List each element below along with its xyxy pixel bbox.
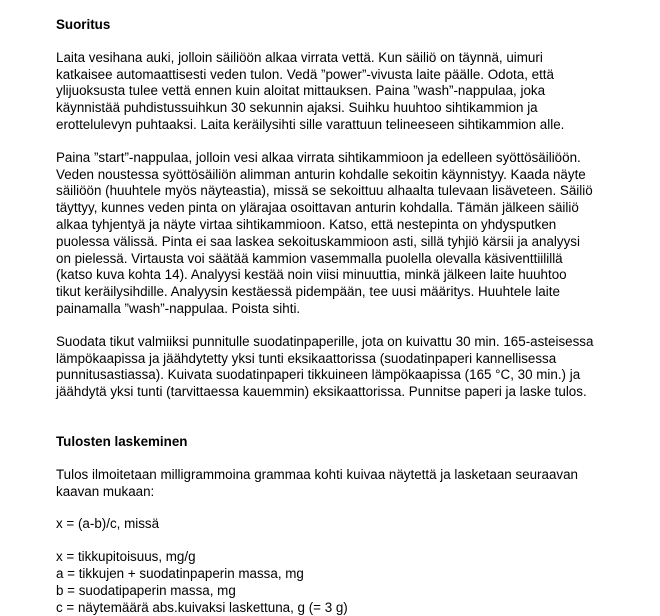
calculation-intro bbox=[56, 467, 630, 501]
formula-text: x = (a-b)/c, missä bbox=[56, 516, 160, 532]
variable-x: x = tikkupitoisuus, mg/g bbox=[56, 549, 196, 565]
text-line: painamalla ”wash”-nappulaa. Poista sihti. bbox=[56, 300, 301, 316]
text-line: kaavan mukaan: bbox=[56, 483, 155, 499]
text-line: täyttyy, kunnes veden pinta on ylärajaa osoittavan anturin kohdalla. Tämän jälkeen säiliö bbox=[56, 200, 579, 216]
text-line: Paina ”start”-nappulaa, jolloin vesi alkaa virrata sihtikammioon ja edelleen syöttösäiliöön. bbox=[56, 149, 581, 165]
formula bbox=[56, 516, 630, 533]
section-spacer bbox=[56, 417, 630, 434]
text-line: katkaisee automaattisesti veden tulon. Vedä ”power”-vivusta laite päälle. Odota, että bbox=[56, 66, 554, 82]
text-line: on pielessä. Virtausta voi säätää kammion vasemmalla puolella olevalla käsiventtiilillä bbox=[56, 250, 563, 266]
paragraph-1 bbox=[56, 50, 630, 134]
paragraph-2 bbox=[56, 150, 630, 318]
variable-c: c = näytemäärä abs.kuivaksi laskettuna, g (= 3 g) bbox=[56, 599, 348, 615]
text-line: Suodata tikut valmiiksi punnitulle suodatinpaperille, jota on kuivattu 30 min. 165-asteisessa bbox=[56, 333, 594, 349]
text-line: ylijuoksusta tulee vettä ennen kuin aloitat mittauksen. Paina ”wash”-nappulaa, joka bbox=[56, 83, 546, 99]
text-line: punnitusastiassa). Kuivata suodatinpaperi tikkuineen lämpökaapissa (165 °C, 30 min.) ja bbox=[56, 367, 581, 383]
text-line: erottelulevyn puhtaaksi. Laita keräilysihti sille varattuun telineeseen sihtikammion alle. bbox=[56, 116, 565, 132]
text-line: (katso kuva kohta 14). Analyysi kestää noin viisi minuuttia, minkä jälkeen laite huuhtoo bbox=[56, 267, 567, 283]
text-line: lämpökaapissa ja jäähdytetty yksi tunti eksikaattorissa (suodatinpaperi kannellisessa bbox=[56, 350, 557, 366]
paragraph-3 bbox=[56, 334, 630, 401]
section-heading-suoritus: Suoritus bbox=[56, 17, 111, 32]
text-line: Laita vesihana auki, jolloin säiliöön alkaa virrata vettä. Kun säiliö on täynnä, uimuri bbox=[56, 49, 543, 65]
text-line: Veden noustessa syöttösäiliön alimman anturin kohdalle sekoitin käynnistyy. Kaada näyte bbox=[56, 166, 586, 182]
text-line: jäähdytä yksi tunti (tarvittaessa kauemmin) eksikaattorissa. Punnitse paperi ja laske tulos. bbox=[56, 384, 587, 400]
text-line: tikut keräilysihdille. Analyysin kestäessä pidempään, tee uusi määritys. Huuhtele laite bbox=[56, 284, 560, 300]
text-line: Tulos ilmoitetaan milligrammoina grammaa kohti kuivaa näytettä ja lasketaan seuraavan bbox=[56, 466, 578, 482]
section-heading-tulosten-laskeminen: Tulosten laskeminen bbox=[56, 433, 188, 449]
variable-a: a = tikkujen + suodatinpaperin massa, mg bbox=[56, 565, 304, 581]
variable-b: b = suodatipaperin massa, mg bbox=[56, 582, 236, 598]
text-line: alkaa tyhjentyä ja näyte virtaa sihtikammioon. Katso, että nestepinta on yhdysputken bbox=[56, 216, 557, 232]
text-line: käynnistää puhdistussuihkun 30 sekunnin ajaksi. Suihku huuhtoo sihtikammion ja bbox=[56, 100, 538, 116]
text-line: säiliöön (huuhtele myös näyteastia), missä se sekoittuu alhaalta tulevaan lisäveteen. Säiliö bbox=[56, 183, 593, 199]
text-line: puolessa välissä. Pinta ei saa laskea sekoituskammioon asti, sillä tyhjiö kärsii ja analyysi bbox=[56, 233, 580, 249]
